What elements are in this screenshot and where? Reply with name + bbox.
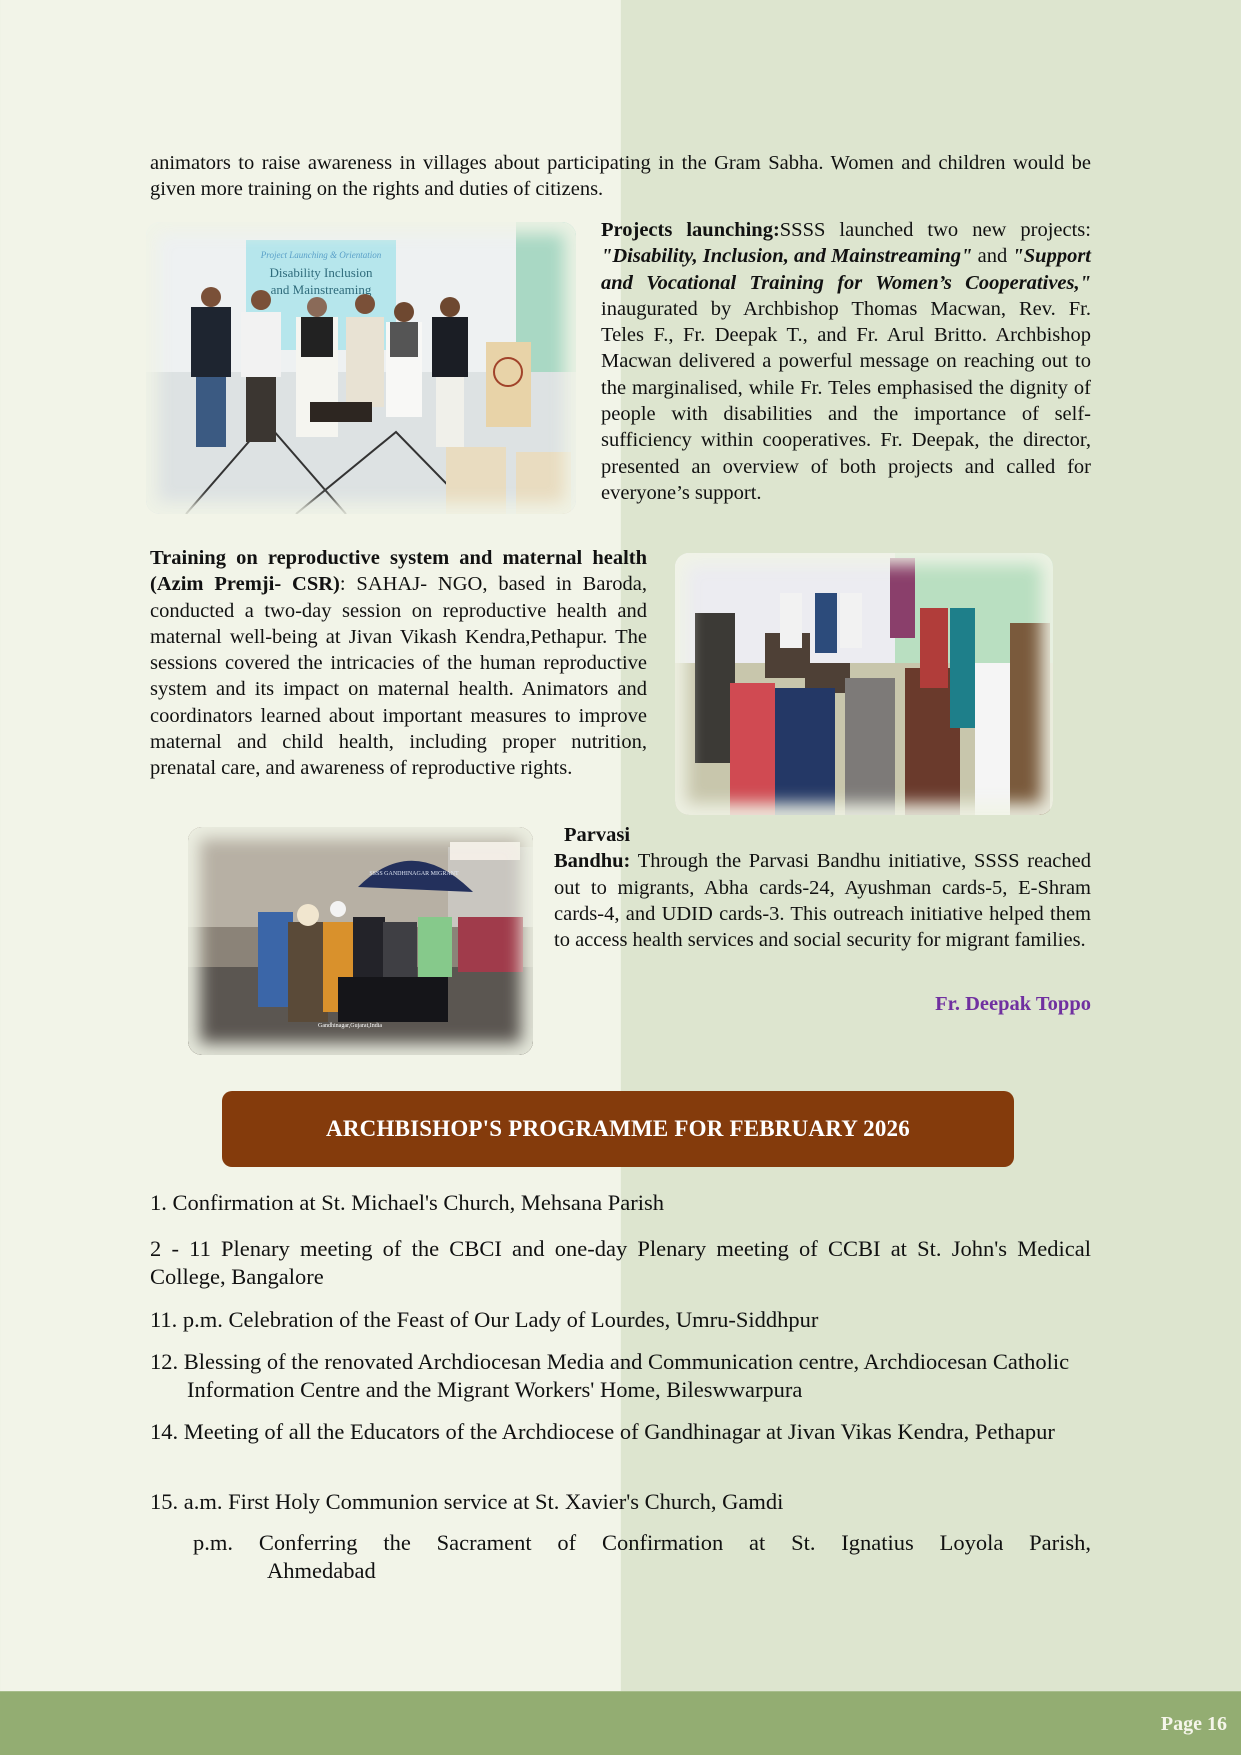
programme-list-3 [150,1306,1091,1334]
projects-text-2: and [972,245,1013,268]
training-text: : SAHAJ- NGO, based in Baroda, conducted a two-day session on reproductive health and maternal well-being at Jivan Vikash Kendra,Pethapur. The sessions covered the intricacies of the human reproductive system and its impact on maternal health. Animators and coordinators learned about important measures to improve maternal and child health, including proper nutrition, prenatal care, and awareness of reproductive rights. [150,573,647,780]
programme-item: 2 - 11 Plenary meeting of the CBCI and one-day Plenary meeting of CCBI at St. John's Medical College, Bangalore [150,1236,1091,1289]
parvasi-heading: Parvasi [564,824,631,846]
programme-item: 12. Blessing of the renovated Archdiocesan Media and Communication centre, Archdiocesan Catholic Information Centre and the Migrant Workers' Home, Bileswwarpura [150,1349,1070,1402]
project-launch-illustration [146,222,576,514]
training-session-illustration [675,553,1053,815]
programme-list-6 [150,1488,1091,1516]
umbrella-text: SSSS GANDHINAGAR MIGRANT [369,871,459,877]
projects-launching-paragraph [601,217,1091,506]
programme-list-2 [150,1235,1091,1291]
page-number: Page 16 [1160,1713,1227,1735]
project-launch-photo [146,222,576,514]
migrant-outreach-photo [188,827,533,1055]
project-1-title: "Disability, Inclusion, and Mainstreaming" [601,245,973,268]
programme-list [150,1189,1091,1217]
parvasi-text: Through the Parvasi Bandhu initiative, SSSS reached out to migrants, Abha cards-24, Ayushman cards-5, E-Shram cards-4, and UDID cards-3. This outreach initiative helped them to access health services and social security for migrant families. [554,850,1091,952]
programme-item: 14. Meeting of all the Educators of the Archdiocese of Gandhinagar at Jivan Vikas Kendra, Pethapur [150,1419,1055,1444]
programme-item: 15. a.m. First Holy Communion service at St. Xavier's Church, Gamdi [150,1489,784,1514]
screen-text-2: Disability Inclusion [269,265,373,280]
project-2-title: "Support and Vocational Training for Women’s Cooperatives," [601,245,1091,294]
programme-list-4 [150,1348,1091,1404]
programme-title: ARCHBISHOP'S PROGRAMME FOR FEBRUARY 2026 [326,1116,910,1141]
umbrella-icon [358,861,473,892]
programme-banner [222,1091,1014,1167]
projects-text-1: SSSS launched two new projects: [779,219,1091,241]
migrant-outreach-illustration [188,827,533,1055]
bandhu-heading: Bandhu: [554,850,631,873]
projects-launching-heading: Projects launching: [601,219,780,241]
programme-list-5 [150,1418,1091,1446]
screen-text-3: and Mainstreaming [270,282,372,297]
author-signature: Fr. Deepak Toppo [935,993,1091,1015]
geotag-text: Gandhinagar,Gujarat,India [318,1023,383,1029]
programme-item: 11. p.m. Celebration of the Feast of Our Lady of Lourdes, Umru-Siddhpur [150,1307,819,1332]
intro-paragraph: animators to raise awareness in villages about participating in the Gram Sabha. Women and children would be given more training on the rights and duties of citizens. [150,152,1091,201]
parvasi-bandhu-paragraph [554,822,1091,953]
programme-sub-item-cont: Ahmedabad [267,1558,376,1583]
screen-text-1: Project Launching & Orientation [260,250,382,260]
training-paragraph [150,545,647,782]
programme-list-7 [193,1529,1091,1585]
page-footer [0,1691,1241,1755]
programme-sub-item: p.m. Conferring the Sacrament of Confirmation at St. Ignatius Loyola Parish, [193,1530,1091,1555]
projects-text-3: inaugurated by Archbishop Thomas Macwan, Rev. Fr. Teles F., Fr. Deepak T., and Fr. Arul Britto. Archbishop Macwan delivered a powerful message on reaching out to the marginalised, while Fr. Teles emphasised the dignity of people with disabilities and the importance of self-sufficiency within cooperatives. Fr. Deepak, the director, presented an overview of both projects and called for everyone’s support. [601,297,1091,504]
training-heading: Training on reproductive system and maternal health (Azim Premji- CSR) [150,547,647,596]
programme-item: 1. Confirmation at St. Michael's Church, Mehsana Parish [150,1190,664,1215]
training-session-photo [675,553,1053,815]
